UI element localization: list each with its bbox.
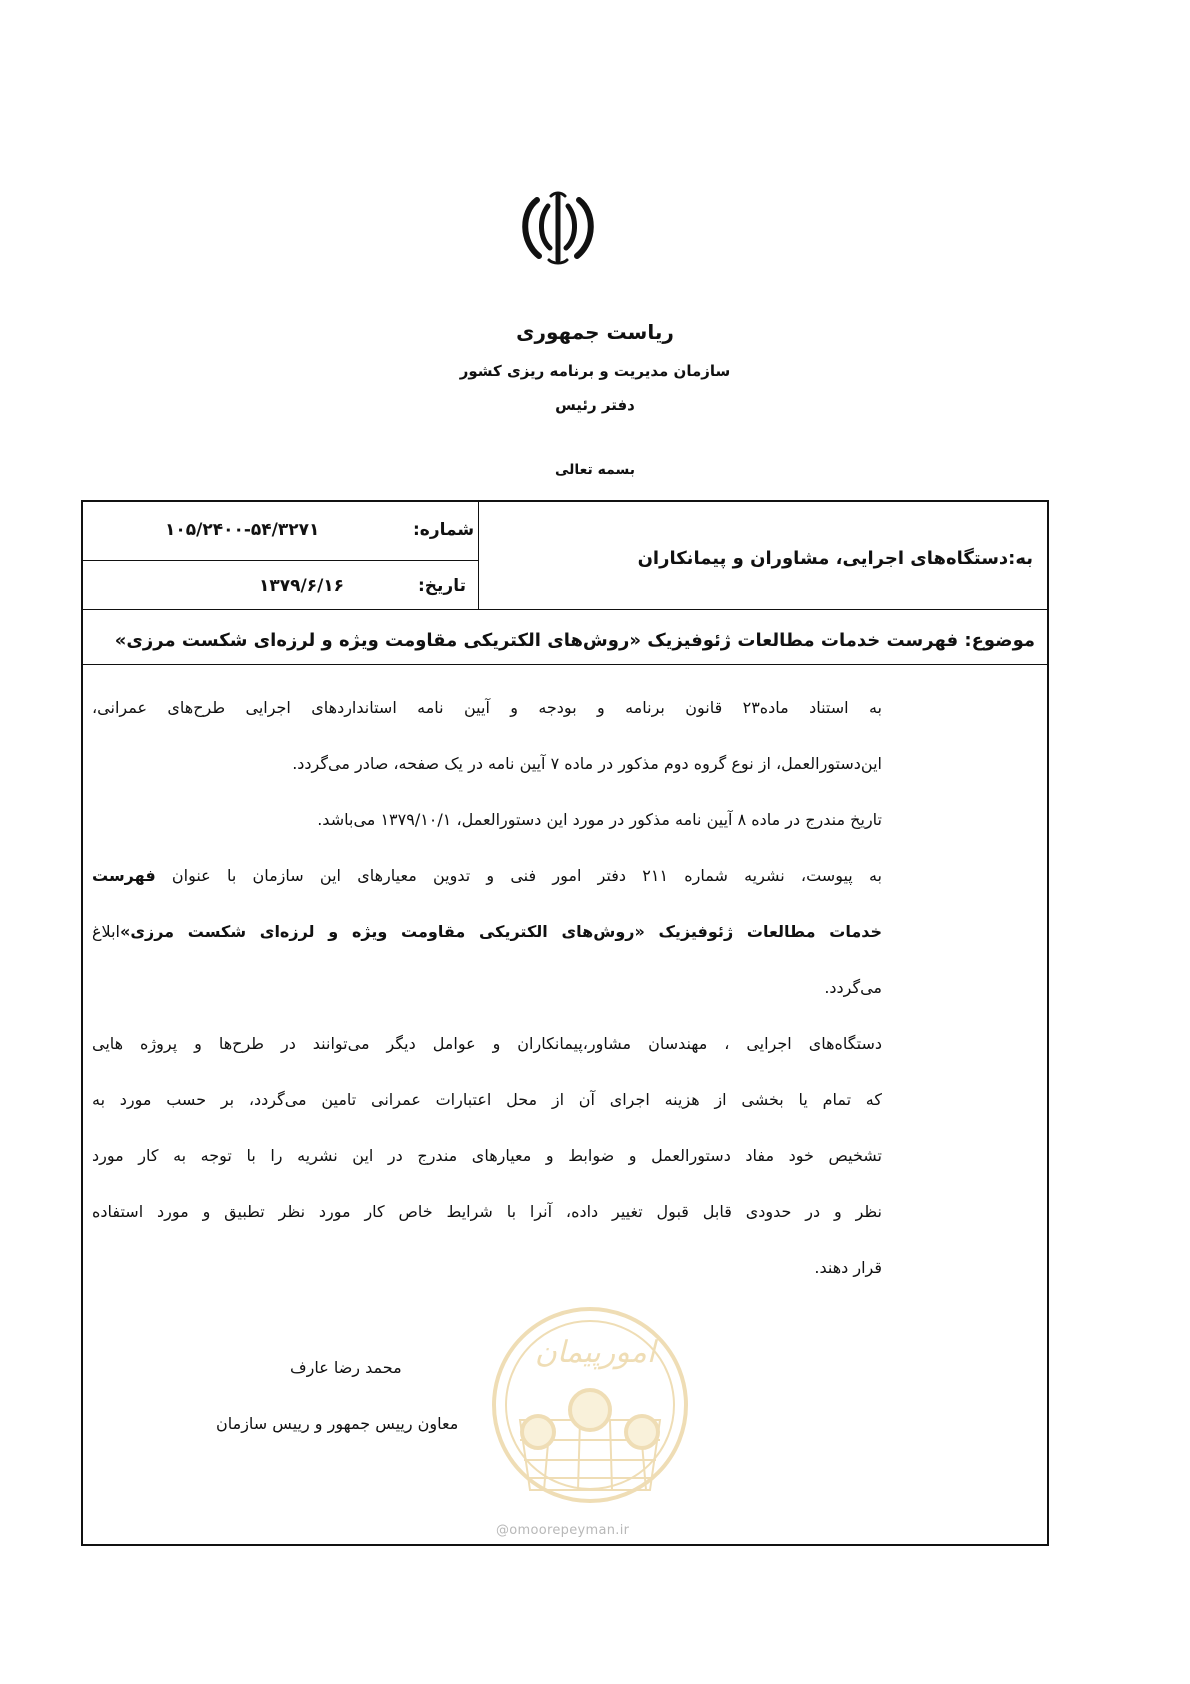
letter-number: ۱۰۵/۲۴۰۰-۵۴/۳۲۷۱ xyxy=(165,520,320,540)
body-text: ابلاغ xyxy=(92,922,120,941)
national-emblem-icon xyxy=(515,190,601,266)
recipient: به:دستگاه‌های اجرایی، مشاوران و پیمانکاران xyxy=(637,548,1033,569)
body-text: به پیوست، نشریه شماره ۲۱۱ دفتر امور فنی و تدوین معیارهای این سازمان با عنوان xyxy=(171,866,882,885)
number-label: شماره: xyxy=(413,520,475,540)
office-name: دفتر رئیس xyxy=(555,396,635,414)
body-line xyxy=(92,848,882,904)
body-line: نظر و در حدودی قابل قبول تغییر داده، آنرا با شرایط خاص کار مورد نظر تطبیق و مورد استفاده xyxy=(92,1202,882,1221)
signatory-name: محمد رضا عارف xyxy=(290,1358,402,1377)
body-line: قرار دهند. xyxy=(814,1258,882,1277)
divider xyxy=(83,560,478,561)
body-line: به استناد ماده۲۳ قانون برنامه و بودجه و آیین نامه استانداردهای اجرایی طرح‌های عمرانی، xyxy=(92,698,883,717)
body-line: تاریخ مندرج در ماده ۸ آیین نامه مذکور در مورد این دستورالعمل، ۱۳۷۹/۱۰/۱ می‌باشد. xyxy=(317,810,882,829)
divider xyxy=(83,664,1047,665)
body-bold-text: خدمات مطالعات ژئوفیزیک «روش‌های الکتریکی مقاومت ویژه و لرزه‌ای شکست مرزی» xyxy=(120,922,882,941)
organization-name: سازمان مدیریت و برنامه ریزی کشور xyxy=(459,362,731,380)
body-line: می‌گردد. xyxy=(824,978,882,997)
date-label: تاریخ: xyxy=(418,576,466,596)
watermark-stamp-icon xyxy=(480,1300,700,1510)
subject: موضوع: فهرست خدمات مطالعات ژئوفیزیک «روش‌های الکتریکی مقاومت ویژه و لرزه‌ای شکست مرزی» xyxy=(114,630,1035,651)
stamp-text: امورپیمان xyxy=(534,1335,656,1370)
letter-body xyxy=(92,680,882,1296)
invocation: بسمه تعالی xyxy=(554,462,636,478)
signatory-title: معاون رییس جمهور و رییس سازمان xyxy=(216,1414,459,1433)
divider xyxy=(478,502,479,609)
letterhead-title: ریاست جمهوری xyxy=(516,320,674,344)
body-line: تشخیص خود مفاد دستورالعمل و ضوابط و معیارهای مندرج در این نشریه را با توجه به کار مورد xyxy=(92,1146,882,1165)
body-bold-text: فهرست xyxy=(92,866,156,885)
body-line xyxy=(92,904,882,960)
letter-date: ۱۳۷۹/۶/۱۶ xyxy=(259,576,345,596)
divider xyxy=(83,609,1047,610)
body-line: دستگاه‌های اجرایی ، مهندسان مشاور،پیمانکاران و عوامل دیگر می‌توانند در طرح‌ها و پروژه هایی xyxy=(92,1034,882,1053)
watermark-url: @omoorepeyman.ir xyxy=(496,1523,630,1538)
body-line: که تمام یا بخشی از هزینه اجرای آن از محل اعتبارات عمرانی تامین می‌گردد، بر حسب مورد به xyxy=(92,1090,882,1109)
body-line: این‌دستورالعمل، از نوع گروه دوم مذکور در ماده ۷ آیین نامه در یک صفحه، صادر می‌گردد. xyxy=(292,754,882,773)
